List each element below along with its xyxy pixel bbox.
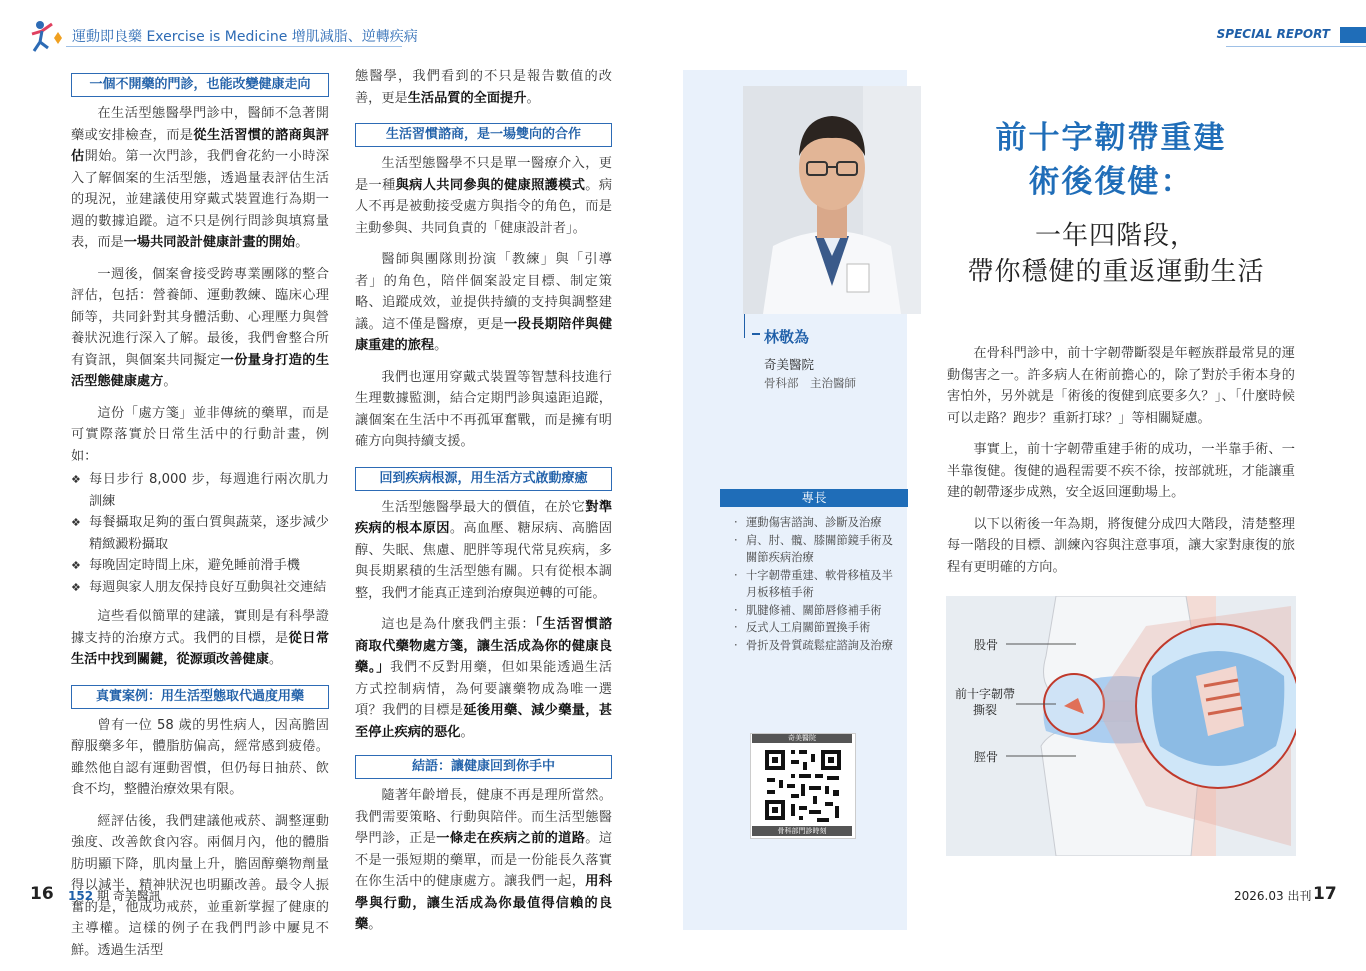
doctor-department: 骨科部 主治醫師 [764,376,856,390]
knee-acl-illustration [946,596,1296,856]
bullet-item: ❖ 每餐攝取足夠的蛋白質與蔬菜，逐步減少精緻澱粉攝取 [71,512,329,555]
special-report-rule [1226,46,1366,47]
doctor-photo [743,86,921,314]
qr-caption-bottom: 骨科部門診時刻 [752,826,852,836]
section-header-title: 運動即良藥 Exercise is Medicine 增肌減脂、逆轉疾病 [72,29,418,45]
label-femur: 股骨 [974,638,999,652]
qr-caption-top: 奇美醫院 [752,734,852,743]
page-number-left: 16 [30,884,54,904]
paragraph: 生活型態醫學最大的價值，在於它對準疾病的根本原因。高血壓、糖尿病、高膽固醇、失眠、焦慮、肥胖等現代常見疾病，多與長期累積的生活型態有關。只有從根本調整，我們才能真正達到治療與逆轉的可能。 [355,499,613,601]
doctor-hospital: 奇美醫院 [764,357,815,372]
paragraph: 在生活型態醫學門診中，醫師不急著開藥或安排檢查，而是從生活習慣的諮商與評估開始。第一次門診，我們會花約一小時深入了解個案的生活型態，透過量表評估生活的現況，並建議使用穿戴式裝置進行為期一週的數據追蹤。這不只是例行問診與填寫量表，而是一場共同設計健康計畫的開始。 [71,106,330,250]
doctor-name: 林敬為 [764,328,810,346]
section-heading: 回到疾病根源，用生活方式啟動療癒 [355,467,612,491]
bullet-item: ❖ 每週與家人朋友保持良好互動與社交連結 [71,577,329,599]
paragraph: 一週後，個案會接受跨專業團隊的整合評估，包括：營養師、運動教練、臨床心理師等，共同針對其身體活動、心理壓力與營養狀況進行深入了解。最後，我們會整合所有資訊，與個案共同擬定一份量身打造的生活型態健康處方。 [71,266,330,389]
paragraph: 這些看似簡單的建議，實則是有科學證據支持的治療方式。我們的目標，是從日常生活中找到關鍵，從源頭改善健康。 [71,609,330,667]
specialty-item: · 十字韌帶重建、軟骨移植及半月板移植手術 [732,567,902,602]
paragraph: 生活型態醫學不只是單一醫療介入，更是一種與病人共同參與的健康照護模式。病人不再是被動接受處方與指令的角色，而是主動參與、共同負責的「健康設計者」。 [355,156,613,236]
issue-date: 2026.03 出刊 [1234,889,1312,903]
article-subtitle: 一年四階段， 帶你穩健的重返運動生活 [967,221,1265,287]
paragraph: 以下以術後一年為期，將復健分成四大階段，清楚整理每一階段的目標、訓練內容與注意事項，讓大家對康復的旅程有更明確的方向。 [947,516,1295,575]
section-heading: 一個不開藥的門診，也能改變健康走向 [71,73,329,97]
specialty-item: · 肩、肘、髖、膝關節鏡手術及關節疾病治療 [732,532,902,567]
exercise-logo-icon [28,18,68,54]
specialty-item: · 肌腱修補、關節唇修補手術 [732,602,902,620]
name-connector-line [744,314,745,338]
paragraph: 這也是為什麼我們主張：「生活習慣諮商取代藥物處方箋，讓生活成為你的健康良藥。」我們不反對用藥，但如果能透過生活方式控制病情，為何要讓藥物成為唯一選項？我們的目標是延後用藥、減少藥量，甚至停止疾病的惡化。 [355,617,613,740]
article-body [947,343,1295,588]
special-report-label: SPECIAL REPORT [1216,27,1330,41]
bullet-item: ❖ 每日步行 8,000 步，每週進行兩次肌力訓練 [71,469,329,512]
section-heading: 真實案例：用生活型態取代過度用藥 [71,685,329,709]
column-1 [71,73,329,971]
bullet-item: ❖ 每晚固定時間上床，避免睡前滑手機 [71,555,329,577]
specialty-item: · 運動傷害諮詢、診斷及治療 [732,514,902,532]
page-number-right: 17 [1313,884,1337,904]
paragraph: 醫師與團隊則扮演「教練」與「引導者」的角色，陪伴個案設定目標、制定策略、追蹤成效，並提供持續的支持與調整建議。這不僅是醫療，更是一段長期陪伴與健康重建的旅程。 [355,252,613,353]
paragraph: 事實上，前十字韌帶重建手術的成功，一半靠手術、一半靠復健。復健的過程需要不疾不徐，按部就班，才能讓重建的韌帶逐步成熟，安全返回運動場上。 [947,442,1295,500]
specialties-heading: 專長 [720,489,908,507]
paragraph: 在骨科門診中，前十字韌帶斷裂是年輕族群最常見的運動傷害之一。許多病人在術前擔心的，除了對於手術本身的害怕外，另外就是「術後的復健到底要多久？」、「什麼時候可以走路？跑步？重新打球？」等相關疑慮。 [947,346,1295,426]
name-connector-tick [752,333,760,335]
header-rule [66,46,402,47]
paragraph: 態醫學，我們看到的不只是報告數值的改善，更是生活品質的全面提升。 [355,69,612,106]
column-2 [355,66,612,946]
specialty-item: · 反式人工肩關節置換手術 [732,619,902,637]
paragraph: 隨著年齡增長，健康不再是理所當然。我們需要策略、行動與陪伴。而生活型態醫學門診，正是一條走在疾病之前的道路。這不是一張短期的藥單，而是一份能長久落實在你生活中的健康處方。讓我們一起，用科學與行動，讓生活成為你最值得信賴的良藥。 [355,788,613,932]
article-title: 前十字韌帶重建 術後復健： [995,120,1227,200]
qr-code[interactable] [750,733,856,839]
label-tibia: 脛骨 [974,750,999,764]
specialties-list [732,514,902,654]
paragraph: 我們也運用穿戴式裝置等智慧科技進行生理數據監測，結合定期門診與遠距追蹤，讓個案在生活中不再孤軍奮戰，而是擁有明確方向與持續支援。 [355,369,612,449]
label-acl: 前十字韌帶 撕裂 [954,687,1015,717]
paragraph: 曾有一位 58 歲的男性病人，因高膽固醇服藥多年，體脂肪偏高，經常感到疲倦。雖然他自認有運動習慣，但仍每日抽菸、飲食不均，整體治療效果有限。 [71,717,329,797]
issue-label: 152 期 奇美醫訊 [68,889,161,903]
special-report-bar [1340,27,1366,43]
section-heading: 生活習慣諮商，是一場雙向的合作 [355,123,612,147]
section-heading: 結語：讓健康回到你手中 [355,755,612,779]
paragraph: 經評估後，我們建議他戒菸、調整運動強度、改善飲食內容。兩個月內，他的體脂肪明顯下降，肌肉量上升，膽固醇藥物劑量得以減半，精神狀況也明顯改善。最令人振奮的是，他成功戒菸，並重新掌握了健康的主導權。這樣的例子在我們門診中屢見不鮮。透過生活型 [71,813,329,958]
paragraph: 這份「處方箋」並非傳統的藥單，而是可實際落實於日常生活中的行動計畫，例如： [71,405,329,464]
specialty-item: · 骨折及骨質疏鬆症諮詢及治療 [732,637,902,655]
